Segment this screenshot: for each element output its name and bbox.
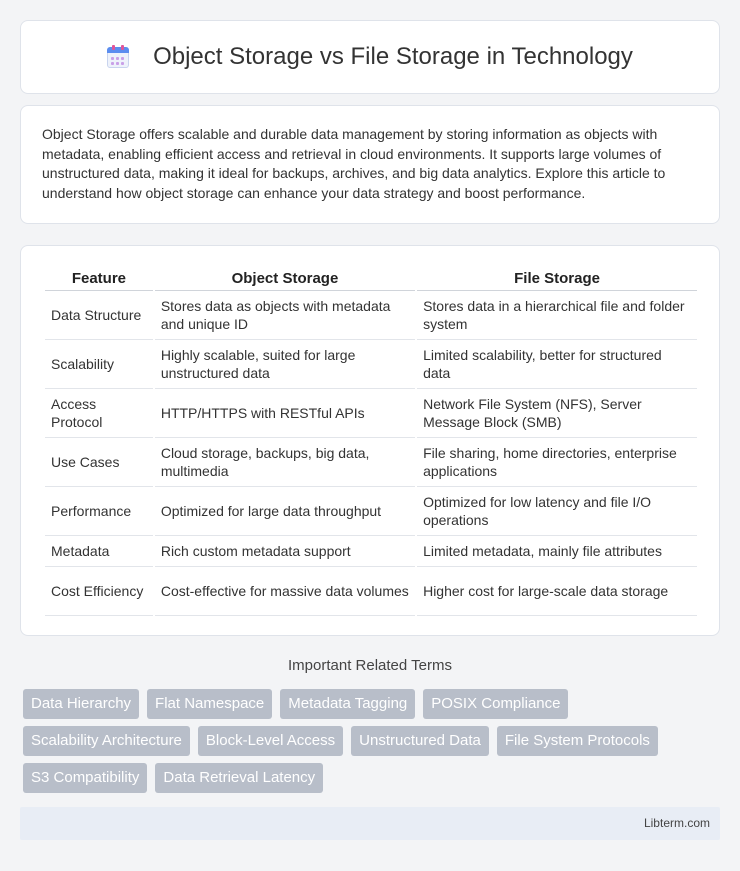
object-cell: Cost-effective for massive data volumes <box>155 567 415 616</box>
feature-cell: Performance <box>45 487 153 536</box>
header-object-storage: Object Storage <box>155 266 415 291</box>
tag-data-retrieval-latency[interactable]: Data Retrieval Latency <box>155 763 323 793</box>
tag-s3-compatibility[interactable]: S3 Compatibility <box>23 763 147 793</box>
tag-flat-namespace[interactable]: Flat Namespace <box>147 689 272 719</box>
file-cell: Limited scalability, better for structured data <box>417 340 697 389</box>
tag-row <box>23 726 723 756</box>
file-cell: File sharing, home directories, enterprise applications <box>417 438 697 487</box>
related-terms-tags <box>23 689 723 800</box>
feature-cell: Use Cases <box>45 438 153 487</box>
calendar-icon <box>107 45 129 69</box>
object-cell: Highly scalable, suited for large unstructured data <box>155 340 415 389</box>
table-row <box>45 536 697 567</box>
intro-card <box>20 105 720 224</box>
table-row <box>45 389 697 438</box>
table-row <box>45 438 697 487</box>
tag-row <box>23 763 723 793</box>
footer <box>20 807 720 840</box>
object-cell: Stores data as objects with metadata and unique ID <box>155 291 415 340</box>
file-cell: Higher cost for large-scale data storage <box>417 567 697 616</box>
header-card <box>20 20 720 94</box>
tag-unstructured-data[interactable]: Unstructured Data <box>351 726 489 756</box>
feature-cell: Data Structure <box>45 291 153 340</box>
comparison-table <box>43 266 699 616</box>
title-wrap <box>107 43 633 71</box>
feature-cell: Cost Efficiency <box>45 567 153 616</box>
page-title: Object Storage vs File Storage in Technology <box>153 43 633 70</box>
file-cell: Stores data in a hierarchical file and folder system <box>417 291 697 340</box>
file-cell: Optimized for low latency and file I/O operations <box>417 487 697 536</box>
tag-scalability-architecture[interactable]: Scalability Architecture <box>23 726 190 756</box>
tag-row <box>23 689 723 719</box>
table-row <box>45 487 697 536</box>
object-cell: Rich custom metadata support <box>155 536 415 567</box>
object-cell: Optimized for large data throughput <box>155 487 415 536</box>
file-cell: Network File System (NFS), Server Message Block (SMB) <box>417 389 697 438</box>
object-cell: Cloud storage, backups, big data, multimedia <box>155 438 415 487</box>
table-row <box>45 291 697 340</box>
comparison-table-card <box>20 245 720 636</box>
tag-file-system-protocols[interactable]: File System Protocols <box>497 726 658 756</box>
header-feature: Feature <box>45 266 153 291</box>
tag-posix-compliance[interactable]: POSIX Compliance <box>423 689 568 719</box>
related-terms-title: Important Related Terms <box>288 657 452 674</box>
feature-cell: Metadata <box>45 536 153 567</box>
header-file-storage: File Storage <box>417 266 697 291</box>
intro-text: Object Storage offers scalable and durable data management by storing information as objects with metadata, enabling efficient access and retrieval in cloud environments. It supports large volumes of unstructured data, making it ideal for backups, archives, and big data analytics. Explore this article to understand how object storage can enhance your data strategy and boost performance. <box>42 126 666 201</box>
table-row <box>45 567 697 616</box>
tag-metadata-tagging[interactable]: Metadata Tagging <box>280 689 415 719</box>
footer-site-link[interactable]: Libterm.com <box>643 816 710 830</box>
object-cell: HTTP/HTTPS with RESTful APIs <box>155 389 415 438</box>
tag-data-hierarchy[interactable]: Data Hierarchy <box>23 689 139 719</box>
table-header-row <box>45 266 697 291</box>
tag-block-level-access[interactable]: Block-Level Access <box>198 726 343 756</box>
feature-cell: Access Protocol <box>45 389 153 438</box>
table-row <box>45 340 697 389</box>
file-cell: Limited metadata, mainly file attributes <box>417 536 697 567</box>
feature-cell: Scalability <box>45 340 153 389</box>
